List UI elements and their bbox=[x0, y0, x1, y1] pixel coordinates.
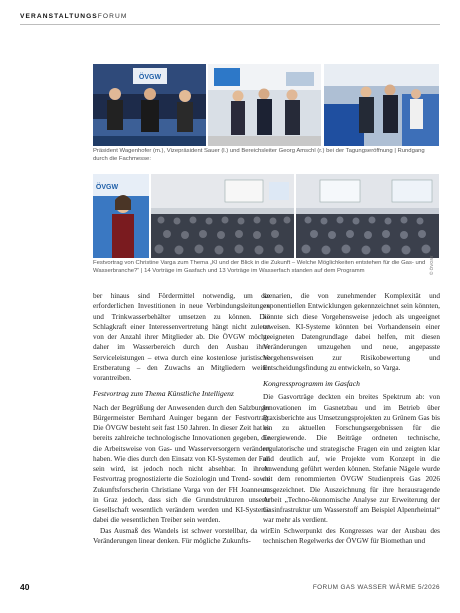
article-column-right bbox=[263, 291, 440, 546]
page-number: 40 bbox=[20, 582, 30, 592]
right-paragraph-2: Die Gasvorträge deckten ein breites Spektrum ab: von Innovationen im Gasnetzbau und im Betrieb über Praxisberichte aus Umsetzungsprojekten zu Grünem Gas bis hin zu aktuellen Forschungsergebnissen für die Energiewende. Die Beiträge ordneten technische, regulatorische und strategische Fragen ein und zeigten klar und deutlich auf, wie Projekte vom Konzept in die Anwendung geführt werden können. Stefanie Nägele wurde mit dem renommierten ÖVGW Studienpreis Gas 2026 ausgezeichnet. Die Auszeichnung für ihre herausragende Arbeit „Techno-ökonomische Analyse zur Erweiterung der Gasinfrastruktur um Wasserstoff am Beispiel Alpenrheintal“ war mehr als verdient. bbox=[263, 393, 440, 525]
right-paragraph-1: szenarien, die von zunehmender Komplexität und exponentiellen Entwicklungen gekennzeichnet sein könnten, könnte sich diese Vorgehensweise jedoch als ungeeignet erweisen. KI-Systeme könnten bei Vorhandensein einer geeigneten Datengrundlage dabei helfen, mit diesen Veränderungen umzugehen und neue, angepasste Vorgehensweisen zur Risikobewertung und Entscheidungsfindung zu entwickeln, so Varga. bbox=[263, 292, 440, 372]
section-header bbox=[20, 13, 127, 20]
photo-fair-tour bbox=[208, 64, 321, 146]
heading-festvortrag: Festvortrag zum Thema Künstliche Intelligenz bbox=[93, 389, 234, 399]
photo-keynote-speaker bbox=[93, 174, 149, 258]
header-rule bbox=[20, 24, 440, 25]
left-paragraph-3: Das Ausmaß des Wandels ist schwer vorstellbar, da wir Veränderungen linear denken. Für mögliche Zukunfts- bbox=[93, 526, 270, 545]
photo1-sign-text: ÖVGW bbox=[138, 74, 162, 81]
photo-credit-text: © ÖVGW bbox=[429, 255, 434, 275]
caption-bottom-photos: Festvortrag von Christine Varga zum Thema „KI und der Blick in die Zukunft – Welche Möglichkeiten entstehen für die Gas- und Wasserbranche?“ | 14 Vorträge im Gasfach und 13 Vorträge im Wasserfach standen auf dem Programm bbox=[93, 260, 426, 274]
left-paragraph-1: ber hinaus sind Fördermittel notwendig, um die erforderlichen Investitionen in neue Verbindungsleitungen und Trinkwasserbehälter umsetzen zu können. Die Schlagkraft einer Interessenvertretung hängt nicht zuletzt von der Anzahl ihrer Mitglieder ab. Die ÖVGW möchte daher im Wasserbereich durch den Ausbau ihrer Serviceleistungen – etwa durch eine kostenlose juristische Erstberatung – den Zuwachs an Mitgliedern weiter vorantreiben. bbox=[93, 292, 270, 382]
magazine-title: FORUM GAS WASSER WÄRME 5/2026 bbox=[312, 584, 440, 591]
photo-opening-speakers bbox=[93, 64, 206, 146]
section-header-light: FORUM bbox=[97, 13, 128, 20]
photo4-sign-text: ÖVGW bbox=[95, 184, 119, 191]
article-column-left bbox=[93, 291, 270, 546]
photo-audience-gas bbox=[151, 174, 294, 258]
section-header-bold: VERANSTALTUNGS bbox=[20, 13, 98, 20]
heading-kongressprogramm: Kongressprogramm im Gasfach bbox=[263, 379, 360, 388]
photo-exhibitors-water bbox=[324, 64, 439, 146]
left-paragraph-2: Nach der Begrüßung der Anwesenden durch den Salzburger Bürgermeister Bernhard Auinger begann der Festvortrag. Die ÖVGW besteht seit fast 150 Jahren. In dieser Zeit hat es bereits zahlreiche technologische Innovationen gegeben, die die Arbeitsweise von Gas- und Wasserversorgern verändert haben. Wie dies durch den Einsatz von KI-Systemen der Fall sein wird, ist jedoch noch nicht absehbar. In ihrem Festvortrag prognostizierte die Soziologin und Trend- sowie Zukunftsforscherin Christiane Varga von der FH Joanneum in Graz jedoch, dass sich die Grundstrukturen unserer Gesellschaft wesentlich verändern werden und KI-Systeme dabei die wesentlichen Treiber sein werden. bbox=[93, 403, 270, 525]
right-paragraph-3: Ein Schwerpunkt des Kongresses war der Ausbau des technischen Regelwerks der ÖVGW für Biomethan und bbox=[263, 526, 440, 545]
photo-audience-water bbox=[296, 174, 439, 258]
caption-top-photos: Präsident Wagenhofer (m.), Vizepräsident Sauer (l.) und Bereichsleiter Georg Amschl (r.) bei der Tagungseröffnung | Rundgang durch die Fachmesse: bbox=[93, 148, 425, 162]
